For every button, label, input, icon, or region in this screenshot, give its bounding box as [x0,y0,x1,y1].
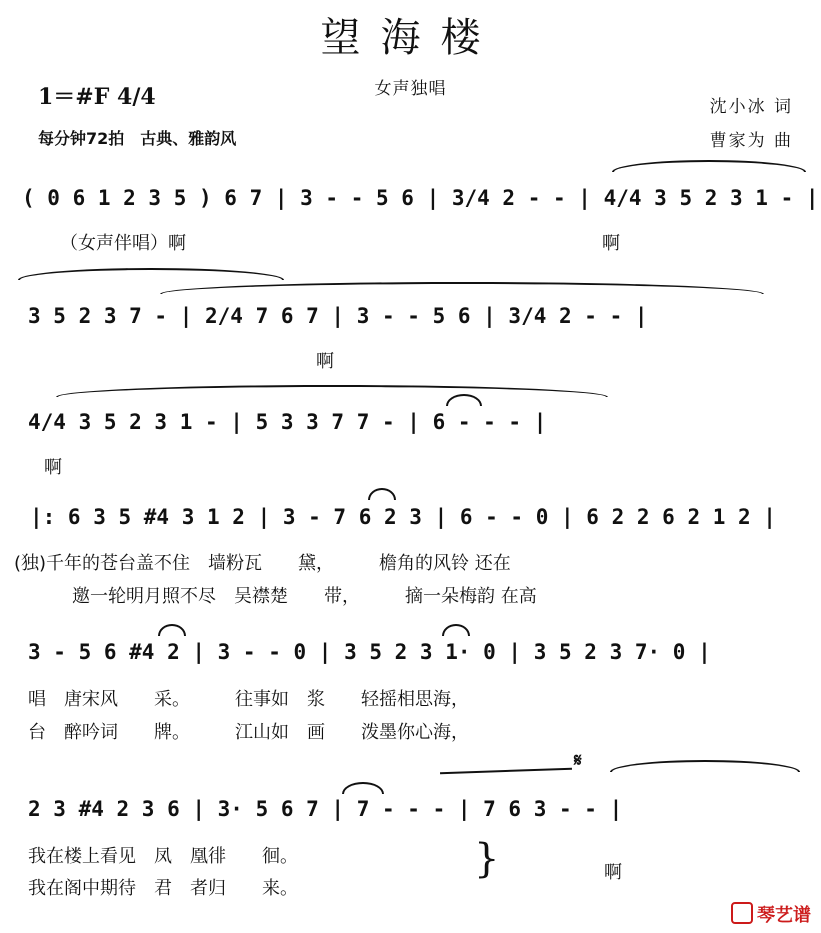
lyric-intro-3: 啊 [316,351,334,372]
song-subtitle: 女声独唱 [374,79,447,99]
notation-row-2-notes: 3 5 2 3 7 - | 2/4 7 6 7 | 3 - - 5 6 | 3/4 2 - - | [28,304,648,328]
lyric-verse-2-line-3: 我在阁中期待 君 者归 来。 [28,878,298,899]
lyric-verse-2-line-2: 台 醉吟词 牌。 江山如 画 泼墨你心海， [28,722,469,743]
notation-row-5-notes: 3 - 5 6 #4 2 | 3 - - 0 | 3 5 2 3 1· 0 | 3 5 2 3 7· 0 | [28,640,711,664]
composer-credit: 曹家为 曲 [709,131,793,151]
notation-row-1 [0,186,821,230]
notation-row-2 [0,304,821,348]
tempo-marking: 每分钟72拍 古典、雅韵风 [38,129,237,148]
verse-brace: } [474,836,500,882]
notation-row-4 [0,505,821,549]
phrase-slur [160,282,764,294]
lyric-verse-1-line-1: (独)千年的苍台盖不住 墙粉瓦 黛， 檐角的风铃 还在 [14,553,511,574]
watermark-logo [731,901,811,927]
lyric-intro-2: 啊 [602,233,620,254]
notation-row-4-notes: |: 6 3 5 #4 3 1 2 | 3 - 7 6 2 3 | 6 - - 0 | 6 2 2 6 2 1 2 | [30,505,776,529]
phrase-slur [18,268,284,280]
song-title: 望海楼 [320,15,501,61]
logo-icon [731,902,753,924]
lyric-intro-1: （女声伴唱）啊 [60,233,186,254]
notation-row-1-notes: ( 0 6 1 2 3 5 ) 6 7 | 3 - - 5 6 | 3/4 2 - - | 4/4 3 5 2 3 1 - | [22,186,819,210]
notation-row-5 [0,640,821,684]
watermark-text: 琴艺谱 [757,905,811,926]
notation-row-6 [0,797,821,841]
lyric-end-ah: 啊 [604,862,622,883]
key-signature-text: 1＝#F 4/4 [38,84,156,110]
notation-row-3-notes: 4/4 3 5 2 3 1 - | 5 3 3 7 7 - | 6 - - - | [28,410,547,434]
tie-slur [368,488,396,500]
tie-slur [158,624,186,636]
notation-row-3 [0,410,821,454]
segno-sign: 𝄋 [574,750,582,771]
key-signature [38,80,156,111]
crescendo-line [440,768,572,775]
phrase-slur [610,760,800,772]
phrase-slur [56,385,608,397]
tie-slur [342,782,384,794]
notation-row-6-notes: 2 3 #4 2 3 6 | 3· 5 6 7 | 7 - - - | 7 6 3 - - | [28,797,623,821]
lyricist-credit: 沈小冰 词 [709,97,793,117]
lyric-verse-2-line-1: 邀一轮明月照不尽 吴襟楚 带， 摘一朵梅韵 在高 [72,586,537,607]
phrase-slur [612,160,806,172]
lyric-intro-4: 啊 [44,457,62,478]
lyric-verse-1-line-2: 唱 唐宋风 采。 往事如 浆 轻摇相思海， [28,689,469,710]
tie-slur [442,624,470,636]
lyric-verse-1-line-3: 我在楼上看见 凤 凰徘 徊。 [28,846,298,867]
